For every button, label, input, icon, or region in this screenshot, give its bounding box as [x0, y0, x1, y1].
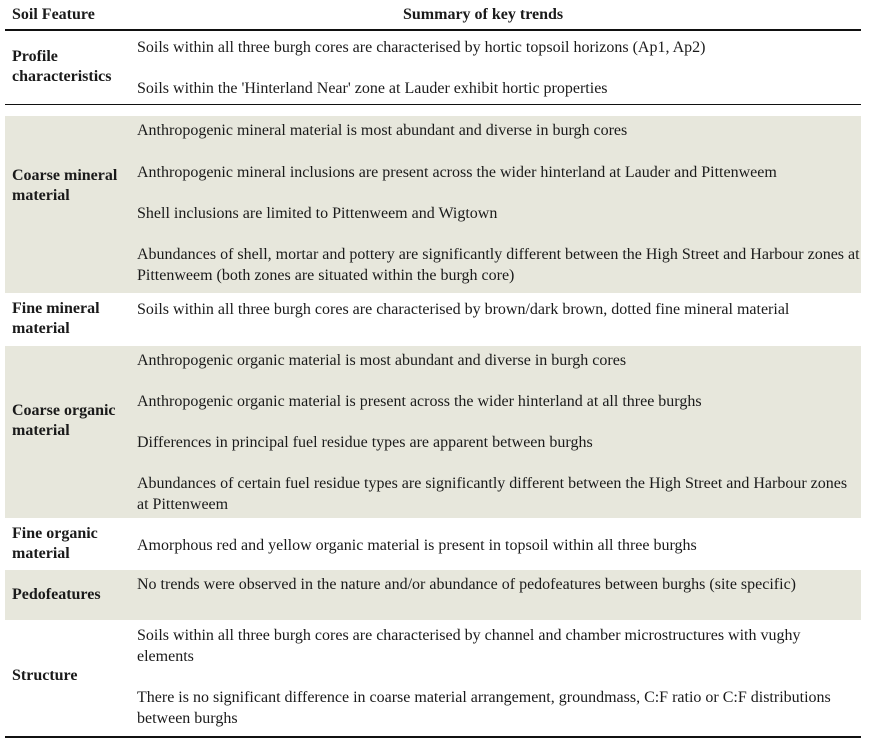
trend-item: No trends were observed in the nature and/or abundance of pedofeatures between burghs (site specific): [137, 576, 797, 593]
feature-label: Coarse organic material: [12, 402, 116, 439]
trend-item: Anthropogenic mineral inclusions are present across the wider hinterland at Lauder and Pittenweem: [137, 164, 777, 181]
trend-item: Differences in principal fuel residue types are apparent between burghs: [137, 434, 593, 451]
trend-item: Abundances of shell, mortar and pottery are significantly different between the High Street and Harbour zones at Pittenweem (both zones are situated within the burgh core): [137, 246, 860, 284]
table-row-structure: [5, 622, 861, 735]
trend-item: Soils within the 'Hinterland Near' zone at Lauder exhibit hortic properties: [137, 80, 608, 97]
table-row-pedofeatures: [5, 570, 861, 620]
trend-item: Anthropogenic mineral material is most abundant and diverse in burgh cores: [137, 122, 628, 139]
feature-label: Structure: [12, 667, 78, 684]
table-row-coarse-mineral-material: [5, 116, 861, 293]
row-rule: [5, 104, 861, 105]
table-row-profile-characteristics: [5, 31, 861, 104]
feature-label: Profile characteristics: [12, 48, 112, 85]
trend-item: Soils within all three burgh cores are characterised by channel and chamber microstructures with vughy elements: [137, 627, 801, 665]
feature-label: Fine mineral material: [12, 300, 100, 337]
table-header: [5, 0, 861, 30]
header-summary: Summary of key trends: [403, 6, 564, 23]
feature-label: Pedofeatures: [12, 586, 101, 603]
table-row-fine-mineral-material: [5, 295, 861, 345]
feature-label: Coarse mineral material: [12, 167, 118, 204]
table-row-coarse-organic-material: [5, 346, 861, 518]
header-soil-feature: Soil Feature: [12, 6, 95, 23]
trend-item: Soils within all three burgh cores are characterised by hortic topsoil horizons (Ap1, Ap2): [137, 39, 706, 56]
table-row-fine-organic-material: [5, 520, 861, 568]
trend-item: Soils within all three burgh cores are characterised by brown/dark brown, dotted fine mineral material: [137, 301, 790, 318]
feature-label: Fine organic material: [12, 525, 98, 562]
trend-item: Anthropogenic organic material is most abundant and diverse in burgh cores: [137, 352, 627, 369]
trend-item: Amorphous red and yellow organic material is present in topsoil within all three burghs: [137, 537, 697, 554]
trend-item: Anthropogenic organic material is present across the wider hinterland at all three burghs: [137, 393, 702, 410]
bottom-rule: [5, 736, 861, 738]
trend-item: There is no significant difference in coarse material arrangement, groundmass, C:F ratio or C:F distributions between burghs: [137, 689, 831, 727]
trend-item: Shell inclusions are limited to Pittenweem and Wigtown: [137, 205, 498, 222]
trend-item: Abundances of certain fuel residue types are significantly different between the High Street and Harbour zones at Pittenweem: [137, 475, 848, 513]
